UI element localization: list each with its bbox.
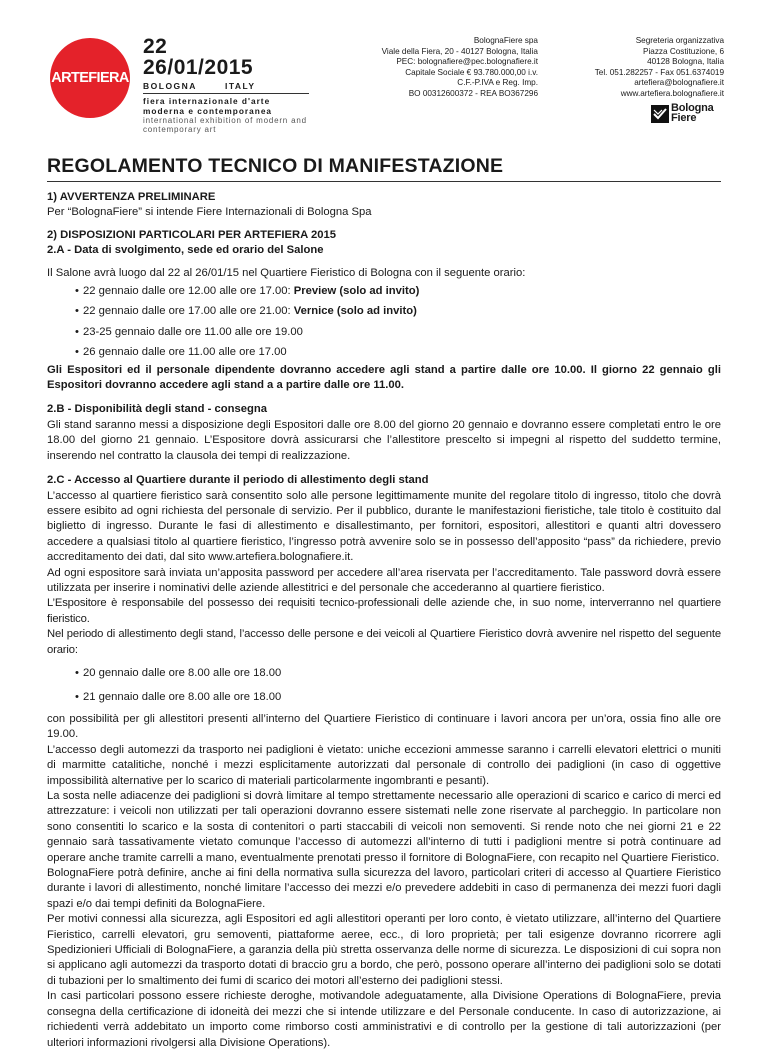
title-divider	[47, 181, 721, 182]
paragraph: Gli stand saranno messi a disposizione degli Espositori dalle ore 8.00 del giorno 20 gennaio e dovranno essere completati entro le ore 18.00 del giorno 21 gennaio. L’Espositore dovrà assicurarsi che l’allestitore prescelto si impegni al rispetto del suddetto termine, inserendo nel contratto la clausola dei tempi di realizzazione.	[47, 418, 721, 462]
paragraph: L’accesso al quartiere fieristico sarà consentito solo alle persone legittimamente munite del regolare titolo di ingresso, titolo che dovrà essere esibito ad ogni richiesta del personale di servizio. Per il pubblico, durante le manifestazioni fieristiche, tale titolo è costituito dal biglietto di ingresso. Durante le fasi di allestimento e disallestimanto, per fornitori, espositori, allestitori e quanti altri dovessero accedere a qualsiasi titolo al quartiere fieristico, l’ingresso potrà avvenire solo se in possesso dell’apposito “pass” da richiedere, previo accreditamento dei dati, dal sito www.artefiera.bolognafiere.it.	[47, 489, 721, 564]
paragraph: In casi particolari possono essere richieste deroghe, motivandole adeguatamente, alla Divisione Operations di BolognaFiere, previa consegna della certificazione di idoneità dei mezzi che si intende utilizzare e del Personale conducente. In caso di autorizzazione, ai richiedenti verrà addebitato un importo come rimborso costi amministrativi e di controllo per la gestione di tali autorizzazioni (per ulteriori informazioni rivolgersi alla Divisione Operations).	[47, 990, 721, 1049]
secretariat-line: Piazza Costituzione, 6	[642, 46, 724, 56]
paragraph-bold: Gli Espositori ed il personale dipendente dovranno accedere agli stand a partire dalle ore 10.00. Il giorno 22 gennaio gli Espositori dovranno accedere agli stand a a partire dalle ore 11.00.	[47, 363, 721, 392]
event-date-block	[143, 36, 313, 134]
paragraph: Ad ogni espositore sarà inviata un’apposita password per accedere all’area riservata per l’accreditamento. Tale password dovrà essere utilizzata per inserire i nominativi delle aziende allestitrici e del personale che accederanno al quartiere fieristico.	[47, 566, 721, 594]
subtitle-english: international exhibition of modern and contemporary art	[143, 116, 307, 134]
event-location	[143, 81, 309, 94]
company-address	[382, 36, 538, 100]
section-heading: 1) AVVERTENZA PRELIMINARE	[47, 191, 216, 203]
secretariat-line: Segreteria organizzativa	[635, 36, 724, 45]
list-item-text: 22 gennaio dalle ore 17.00 alle ore 21.00:	[82, 305, 294, 318]
schedule-list	[47, 281, 721, 363]
section-heading: 2) DISPOSIZIONI PARTICOLARI PER ARTEFIERA 2015	[47, 228, 337, 241]
list-item-text: 22 gennaio dalle ore 12.00 alle ore 17.00:	[82, 285, 294, 298]
paragraph: Per “BolognaFiere” si intende Fiere Internazionali di Bologna Spa	[47, 206, 372, 219]
city: BOLOGNA	[143, 81, 197, 91]
subsection-heading: 2.A - Data di svolgimento, sede ed orario del Salone	[47, 244, 324, 257]
paragraph: L’accesso degli automezzi da trasporto nei padiglioni è vietato: uniche eccezioni ammesse saranno i carrelli elevatori elettrici o muniti di marmitte catalitiche, nonché i mezzi esplicitamente autorizzati dal personale di controllo dei padiglioni (in caso di oggettive impossibilità alternative per lo scarico di materiali particolarmente ingombranti e pesanti).	[47, 743, 721, 787]
secretariat-line: 40128 Bologna, Italia	[647, 57, 724, 67]
list-item-text: 20 gennaio dalle ore 8.00 alle ore 18.00	[82, 666, 282, 679]
spacer	[47, 464, 721, 473]
company-line: PEC: bolognafiere@pec.bolognafiere.it	[396, 57, 538, 67]
paragraph: con possibilità per gli allestitori presenti all’interno del Quartiere Fieristico di continuare i lavori ancora per un’ora, ossia fino alle ore 19.00.	[47, 712, 721, 741]
spacer	[47, 259, 721, 266]
paragraph: L’Espositore è responsabile del possesso dei requisiti tecnico-professionali delle aziende che, in suo nome, interverranno nel quartiere fieristico.	[47, 597, 721, 625]
setup-hours-list	[47, 661, 721, 709]
list-item: • 22 gennaio dalle ore 17.00 alle ore 21.00: Vernice (solo ad invito)	[75, 305, 417, 318]
list-item-bold: Vernice (solo ad invito)	[293, 305, 417, 318]
bolognafiere-mark-icon	[651, 105, 669, 123]
company-line: C.F.-P.IVA e Reg. Imp.	[457, 78, 538, 88]
date-full: 26/01/2015	[143, 56, 254, 79]
country: ITALY	[224, 81, 256, 91]
bolognafiere-wordmark	[671, 104, 714, 123]
subsection-heading: 2.C - Accesso al Quartiere durante il periodo di allestimento degli stand	[47, 474, 429, 487]
company-line: BO 00312600372 - REA BO367296	[408, 88, 538, 98]
document-body	[47, 190, 721, 1051]
subsection-heading: 2.B - Disponibilità degli stand - consegna	[47, 403, 268, 416]
list-item: • 26 gennaio dalle ore 11.00 alle ore 17.00	[75, 346, 287, 359]
company-line: Viale della Fiera, 20 - 40127 Bologna, Italia	[381, 46, 538, 56]
page-title: REGOLAMENTO TECNICO DI MANIFESTAZIONE	[47, 155, 504, 177]
list-item: • 20 gennaio dalle ore 8.00 alle ore 18.00	[75, 666, 282, 679]
artefiera-logo	[50, 38, 130, 118]
bf-line2: Fiere	[671, 111, 697, 124]
secretariat-line: Tel. 051.282257 - Fax 051.6374019	[594, 67, 724, 77]
company-line: Capitale Sociale € 93.780.000,00 i.v.	[405, 67, 538, 77]
spacer	[47, 393, 721, 402]
list-item: • 21 gennaio dalle ore 8.00 alle ore 18.00	[75, 690, 282, 703]
list-item-bold: Preview (solo ad invito)	[293, 285, 420, 298]
bf-line1: Bologna	[671, 102, 714, 114]
paragraph: La sosta nelle adiacenze dei padiglioni si dovrà limitare al tempo strettamente necessario alle operazioni di scarico e carico di merci ed attrezzature: i veicoli non utilizzati per tali operazioni dovranno essere sistemati nelle zone riservate al parcheggio. In particolare non sono consentiti lo scarico e la sosta di contenitori o parti staccabili di veicoli non semoventi. Si rende noto che nei giorni 21 e 22 gennaio sarà tassativamente vietato comunque l’accesso di automezzi all’interno di tutti i padiglioni mentre si potrà continuare ad operare anche tramite carrelli a mano, eventualmente prenotati presso il fornitore di BolognaFiere, con recapito nel Quartiere Fieristico.	[47, 790, 721, 864]
spacer	[47, 221, 721, 228]
list-item-text: 23-25 gennaio dalle ore 11.00 alle ore 19.00	[82, 325, 303, 338]
secretariat-line: artefiera@bolognafiere.it	[634, 78, 724, 88]
paragraph: BolognaFiere potrà definire, anche ai fini della normativa sulla sicurezza del lavoro, particolari criteri di accesso al Quartiere Fieristico durante i lavori di allestimento, nonché limitare l’accesso dei mezzi e/o prevedere addebiti in caso di permanenza dei mezzi fuori dagli spazi e/o dai tempi definiti da BolognaFiere.	[47, 867, 721, 910]
list-item: • 22 gennaio dalle ore 12.00 alle ore 17.00: Preview (solo ad invito)	[75, 285, 420, 298]
company-line: BolognaFiere spa	[473, 36, 538, 45]
secretariat-address	[595, 36, 724, 100]
secretariat-line: www.artefiera.bolognafiere.it	[620, 88, 724, 98]
paragraph: Per motivi connessi alla sicurezza, agli Espositori ed agli allestitori operanti per loro conto, è vietato utilizzare, all’interno del Quartiere Fieristico, carrelli elevatori, gru semoventi, piattaforme aeree, ecc., di loro proprietà; per tali esigenze dovranno ricorrere agli Spedizionieri Ufficiali di BolognaFiere, a garanzia della più stretta osservanza delle norme di sicurezza. Le disposizioni di cui sopra non si applicano agli automezzi da trasporto dotati di braccio gru a bordo, che però, possono operare all’interno dei padiglioni solo se dotati di tubazioni per lo smaltimento dei fumi di scarico dei motori all’esterno dei padiglioni stessi.	[47, 913, 721, 987]
bolognafiere-logo	[651, 104, 714, 123]
date-day: 22	[143, 35, 168, 58]
paragraph: Nel periodo di allestimento degli stand, l’accesso delle persone e dei veicoli al Quartiere Fieristico dovrà avvenire nel rispetto del seguente orario:	[47, 628, 721, 656]
list-item: • 23-25 gennaio dalle ore 11.00 alle ore 19.00	[75, 325, 303, 338]
subtitle-italian: fiera internazionale d'arte moderna e contemporanea	[143, 96, 273, 116]
list-item-text: 21 gennaio dalle ore 8.00 alle ore 18.00	[82, 690, 282, 703]
list-item-text: 26 gennaio dalle ore 11.00 alle ore 17.00	[82, 346, 287, 359]
logo-text: ARTEFIERA	[51, 70, 129, 86]
paragraph: Il Salone avrà luogo dal 22 al 26/01/15 nel Quartiere Fieristico di Bologna con il seguente orario:	[47, 266, 526, 279]
